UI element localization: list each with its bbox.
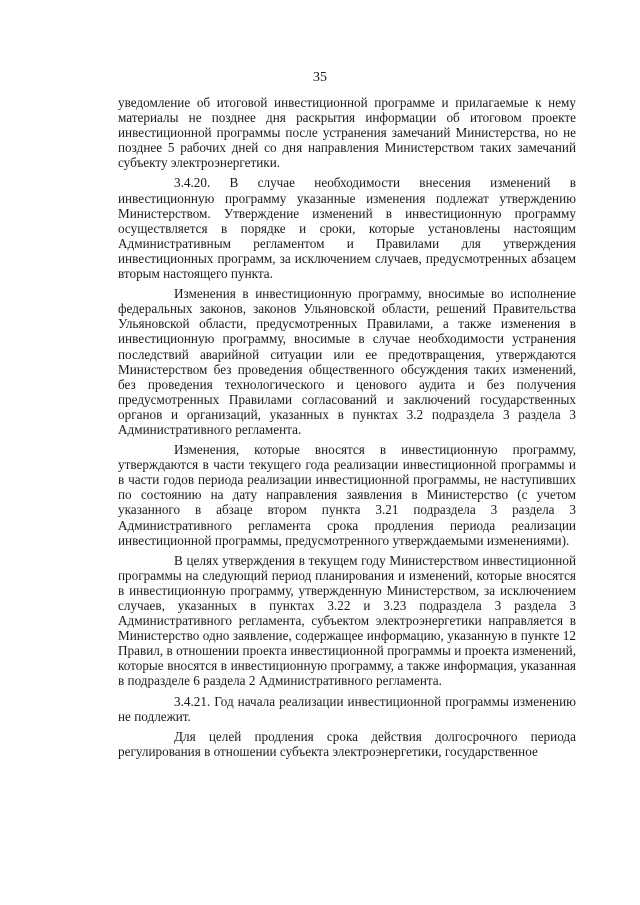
paragraph-extension: Для целей продления срока действия долгосрочного периода регулирования в отношении субъекта электроэнергетики, государственное [118,728,576,759]
paragraph-changes-federal-laws: Изменения в инвестиционную программу, вносимые во исполнение федеральных законов, законов Ульяновской области, решений Правительства Ульяновской области, предусмотренных Правилами, а также изменения в инвестиционную программу, вносимые в случае необходимости устранения последствий аварийной ситуации или ее предотвращения, утверждаются Министерством без проведения общественного обсуждения таких изменений, без проведения технологического и ценового аудита и без получения предусмотренных Правилами согласований и заключений государственных органов и организаций, указанных в пунктах 3.2 подраздела 3 раздела 3 Административного регламента. [118,286,576,437]
paragraph-single-application: В целях утверждения в текущем году Министерством инвестиционной программы на следующий период планирования и изменений, которые вносятся в инвестиционную программу, утвержденную Министерством, за исключением случаев, указанных в пунктах 3.22 и 3.23 подраздела 3 раздела 3 Административного регламента, субъектом электроэнергетики направляется в Министерство одно заявление, содержащее информацию, указанную в пункте 12 Правил, в отношении проекта инвестиционной программы и проекта изменений, которые вносятся в инвестиционную программу, а также информация, указанная в подразделе 6 раздела 2 Административного регламента. [118,552,576,689]
paragraph-3-4-21: 3.4.21. Год начала реализации инвестиционной программы изменению не подлежит. [118,693,576,724]
page-number: 35 [313,70,327,85]
document-body [118,95,576,759]
paragraph-3-4-20: 3.4.20. В случае необходимости внесения изменений в инвестиционную программу указанные изменения подлежат утверждению Министерством. Утверждение изменений в инвестиционную программу осуществляется в порядке и сроки, которые установлены настоящим Административным регламентом и Правилами для утверждения инвестиционных программ, за исключением случаев, предусмотренных абзацем вторым настоящего пункта. [118,175,576,282]
paragraph-changes-current-year: Изменения, которые вносятся в инвестиционную программу, утверждаются в части текущего года реализации инвестиционной программы и в части годов периода реализации инвестиционной программы, не наступивших по состоянию на дату направления заявления в Министерство (с учетом указанного в абзаце втором пункта 3.21 подраздела 3 раздела 3 Административного регламента срока продления периода реализации инвестиционной программы, предусмотренного утверждаемыми изменениями). [118,442,576,548]
paragraph-continuation: уведомление об итоговой инвестиционной программе и прилагаемые к нему материалы не позднее дня раскрытия информации об итоговом проекте инвестиционной программы после устранения замечаний Министерства, но не позднее 5 рабочих дней со дня направления Министерством таких замечаний субъекту электроэнергетики. [118,95,576,171]
